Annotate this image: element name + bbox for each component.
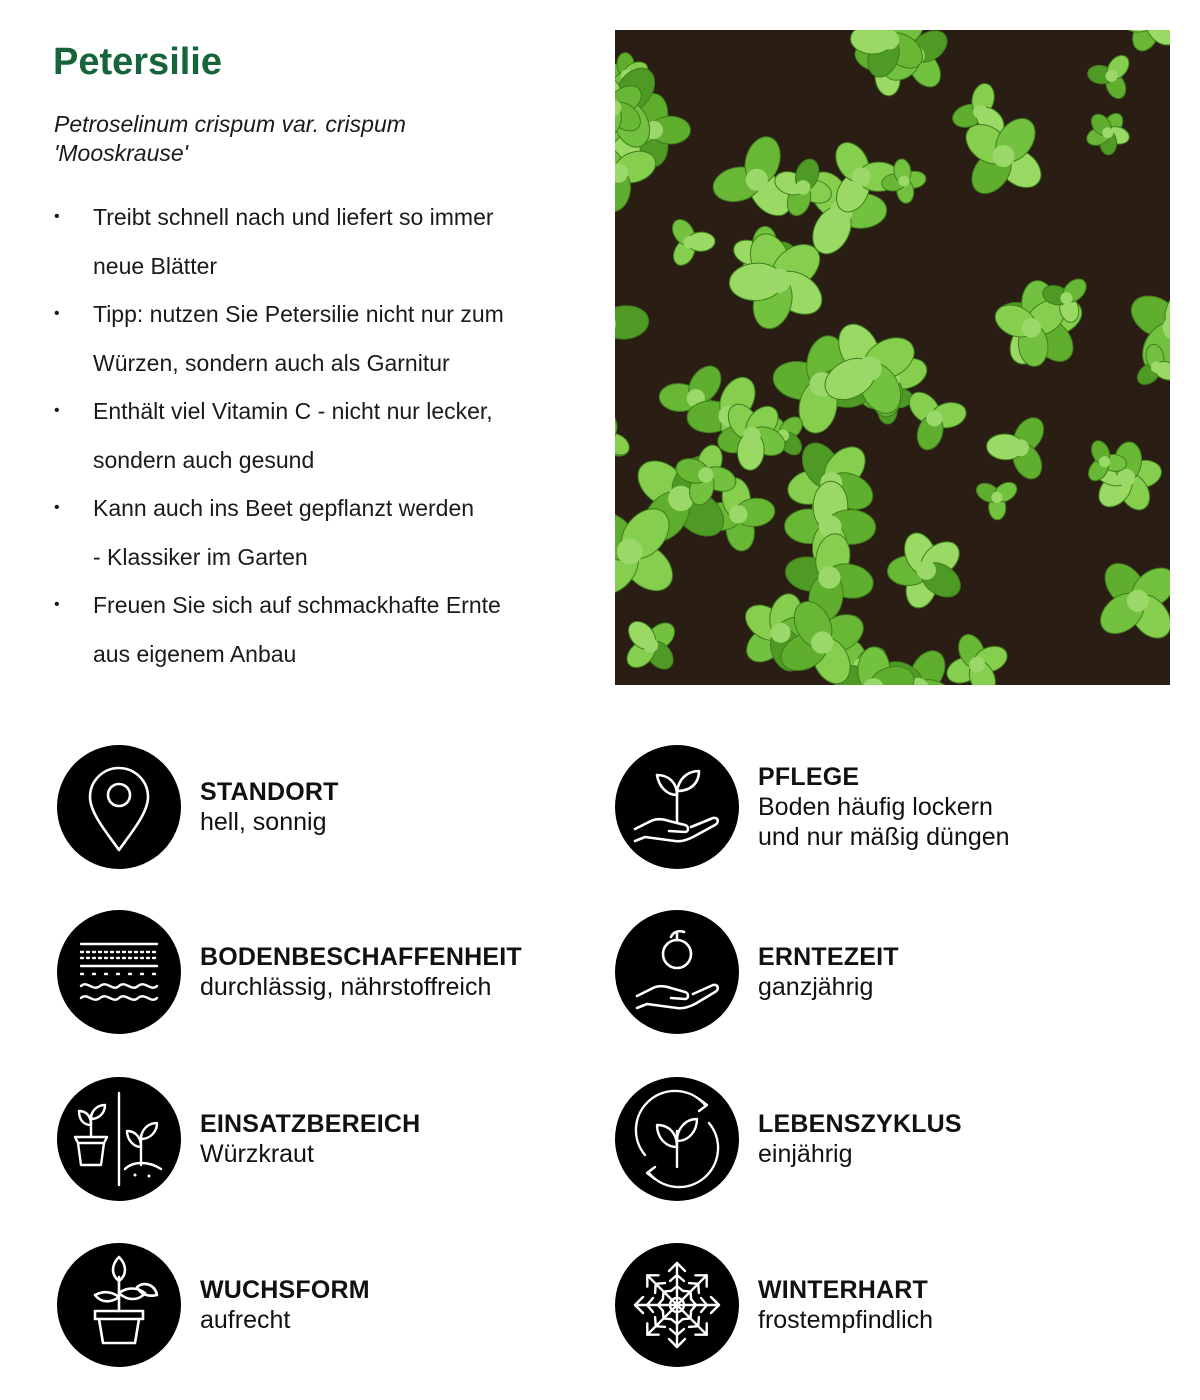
feature-value (200, 972, 522, 1002)
bullet-line: • Tipp: nutzen Sie Petersilie nicht nur zum (93, 301, 504, 327)
soil-layers-icon (57, 910, 181, 1034)
botanical-name-line: Petroselinum crispum var. crispum (54, 111, 406, 137)
feature-text (758, 910, 899, 1034)
bullet-line: • Kann auch ins Beet gepflanzt werden (93, 495, 475, 521)
product-title: Petersilie (53, 41, 222, 83)
parsley-photo-illustration (615, 30, 1170, 685)
bullet-line: - Klassiker im Garten (93, 543, 308, 570)
bullet-item (54, 290, 574, 387)
bullet-line: neue Blätter (93, 252, 218, 279)
bullet-line: • Treibt schnell nach und liefert so immer (93, 204, 494, 230)
bullet-line: sondern auch gesund (93, 446, 315, 473)
feature-text (200, 910, 522, 1034)
pot-and-bed-icon (57, 1077, 181, 1201)
feature-value (758, 1139, 962, 1169)
feature-heading: LEBENSZYKLUS (758, 1110, 962, 1138)
feature-value-line: aufrecht (200, 1306, 291, 1334)
feature-text (200, 1243, 370, 1367)
feature-value-line: und nur mäßig düngen (758, 823, 1010, 851)
feature-heading: BODENBESCHAFFENHEIT (200, 943, 522, 971)
hand-seedling-icon (615, 745, 739, 869)
feature-value (200, 1139, 420, 1169)
bullet-line: Würzen, sondern auch als Garnitur (93, 349, 450, 376)
feature-value-line: Würzkraut (200, 1140, 314, 1168)
bullet-item (54, 484, 574, 581)
feature-value-line: einjährig (758, 1140, 853, 1168)
bullet-line: • Enthält viel Vitamin C - nicht nur lecker, (93, 398, 493, 424)
feature-value-line: frostempfindlich (758, 1306, 934, 1334)
feature-value (200, 807, 339, 837)
feature-value (758, 792, 1010, 852)
feature-value-line: durchlässig, nährstoffreich (200, 973, 492, 1001)
bullet-line: • Freuen Sie sich auf schmackhafte Ernte (93, 592, 501, 618)
bullet-item (54, 581, 574, 678)
bullet-line: aus eigenem Anbau (93, 640, 297, 667)
feature-winterhart (615, 1243, 1155, 1367)
feature-text (758, 1243, 933, 1367)
feature-bodenbeschaffenheit (57, 910, 597, 1034)
feature-value-line: ganzjährig (758, 973, 874, 1001)
feature-text (758, 745, 1010, 869)
hand-fruit-icon (615, 910, 739, 1034)
feature-wuchsform (57, 1243, 597, 1367)
location-pin-icon (57, 745, 181, 869)
product-photo (615, 30, 1170, 685)
feature-value-line: Boden häufig lockern (758, 793, 993, 821)
feature-heading: STANDORT (200, 778, 339, 806)
feature-heading: EINSATZBEREICH (200, 1110, 421, 1138)
feature-standort (57, 745, 597, 869)
feature-value (758, 1305, 933, 1335)
bullet-item (54, 387, 574, 484)
feature-heading: PFLEGE (758, 763, 860, 791)
feature-value (200, 1305, 370, 1335)
feature-einsatzbereich (57, 1077, 597, 1201)
feature-text (200, 745, 339, 869)
feature-heading: WUCHSFORM (200, 1276, 370, 1304)
feature-lebenszyklus (615, 1077, 1155, 1201)
snowflake-icon (615, 1243, 739, 1367)
leaf-cycle-icon (615, 1077, 739, 1201)
botanical-name-line: 'Mooskrause' (54, 140, 189, 166)
botanical-name (54, 110, 554, 168)
potted-plant-icon (57, 1243, 181, 1367)
feature-text (200, 1077, 420, 1201)
feature-text (758, 1077, 962, 1201)
feature-pflege (615, 745, 1155, 869)
bullet-item (54, 193, 574, 290)
feature-erntezeit (615, 910, 1155, 1034)
feature-heading: WINTERHART (758, 1276, 929, 1304)
feature-heading: ERNTEZEIT (758, 943, 899, 971)
feature-value-line: hell, sonnig (200, 808, 327, 836)
feature-value (758, 972, 899, 1002)
feature-bullet-list (54, 193, 574, 678)
